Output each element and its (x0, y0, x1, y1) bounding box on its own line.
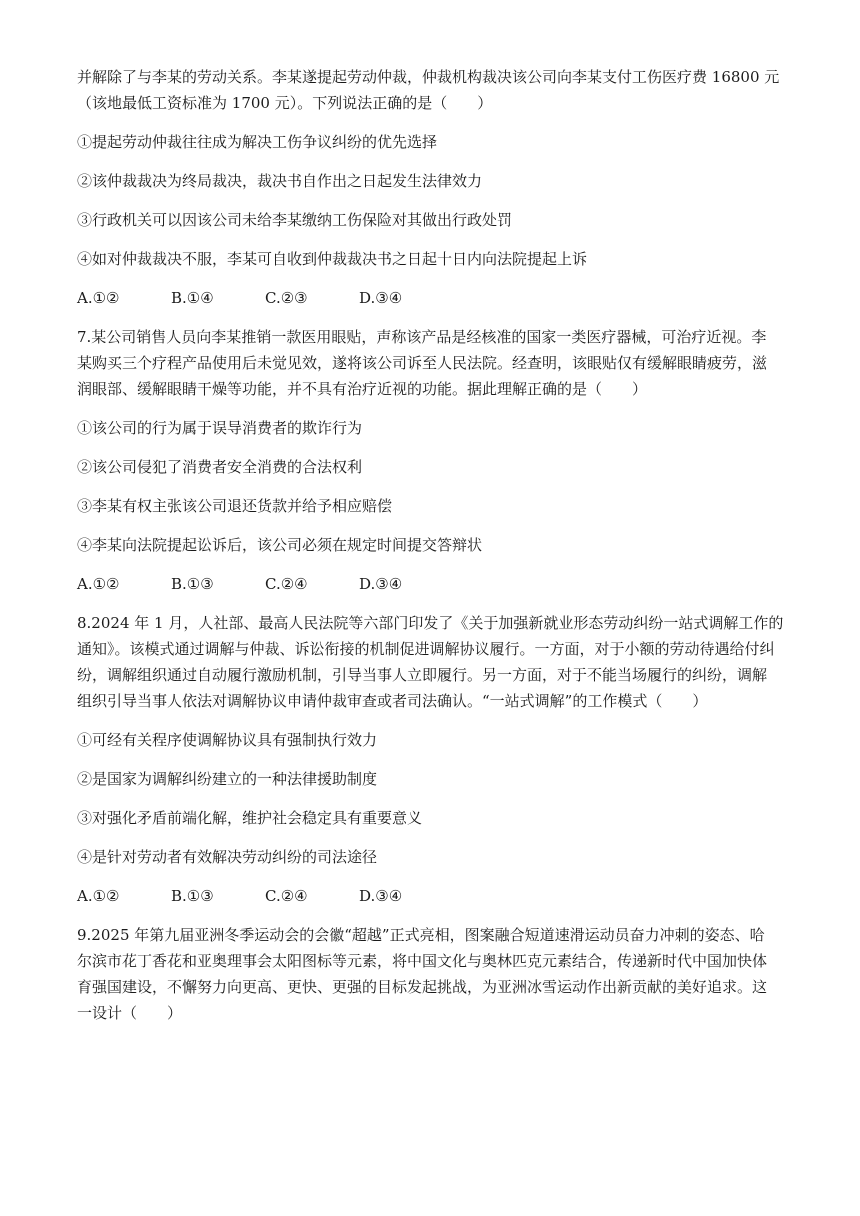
option-statement: ②该仲裁裁决为终局裁决，裁决书自作出之日起发生法律效力 (77, 172, 483, 190)
question-stem-line: 润眼部、缓解眼睛干燥等功能，并不具有治疗近视的功能。据此理解正确的是（ ） (77, 380, 648, 398)
question-stem-line: 7.某公司销售人员向李某推销一款医用眼贴，声称该产品是经核准的国家一类医疗器械，可治疗近视。李 (77, 328, 767, 346)
question-9 (77, 922, 783, 1026)
question-stem-line: 一设计（ ） (77, 1004, 183, 1022)
question-stem-line: 组织引导当事人依法对调解协议申请仲裁审查或者司法确认。“一站式调解”的工作模式（ ） (77, 692, 708, 710)
option-statement: ③行政机关可以因该公司未给李某缴纳工伤保险对其做出行政处罚 (77, 211, 513, 229)
choice-d: D.③④ (359, 289, 403, 307)
choice-a: A.①② (77, 575, 120, 593)
question-8 (77, 610, 783, 909)
choice-a: A.①② (77, 289, 120, 307)
question-stem-line: （该地最低工资标准为 1700 元）。下列说法正确的是（ ） (77, 94, 493, 112)
question-stem-line: 纷，调解组织通过自动履行激励机制，引导当事人立即履行。另一方面，对于不能当场履行的纠纷，调解 (77, 666, 768, 684)
option-statement: ③李某有权主张该公司退还货款并给予相应赔偿 (77, 497, 393, 515)
option-statement: ①提起劳动仲裁往往成为解决工伤争议纠纷的优先选择 (77, 133, 438, 151)
answer-choices (77, 883, 783, 909)
question-7 (77, 324, 783, 597)
answer-choices (77, 285, 783, 311)
question-stem-line: 尔滨市花丁香花和亚奥理事会太阳图标等元素，将中国文化与奥林匹克元素结合，传递新时代中国加快体 (77, 952, 768, 970)
question-stem-line: 9.2025 年第九届亚洲冬季运动会的会徽“超越”正式亮相，图案融合短道速滑运动员奋力冲刺的姿态、哈 (77, 926, 765, 944)
choice-b: B.①③ (171, 887, 214, 905)
choice-c: C.②④ (265, 887, 308, 905)
choice-d: D.③④ (359, 575, 403, 593)
choice-b: B.①④ (171, 289, 214, 307)
choice-d: D.③④ (359, 887, 403, 905)
choice-c: C.②③ (265, 289, 308, 307)
option-statement: ②该公司侵犯了消费者安全消费的合法权利 (77, 458, 363, 476)
question-stem-line: 8.2024 年 1 月，人社部、最高人民法院等六部门印发了《关于加强新就业形态劳动纠纷一站式调解工作的 (77, 614, 784, 632)
document-page (77, 64, 783, 1026)
question-stem-line: 某购买三个疗程产品使用后未觉见效，遂将该公司诉至人民法院。经查明，该眼贴仅有缓解眼睛疲劳，滋 (77, 354, 768, 372)
choice-a: A.①② (77, 887, 120, 905)
question-stem-line: 育强国建设，不懈努力向更高、更快、更强的目标发起挑战，为亚洲冰雪运动作出新贡献的美好追求。这 (77, 978, 768, 996)
choice-c: C.②④ (265, 575, 308, 593)
question-6-continued (77, 64, 783, 311)
option-statement: ②是国家为调解纠纷建立的一种法律援助制度 (77, 770, 378, 788)
option-statement: ③对强化矛盾前端化解，维护社会稳定具有重要意义 (77, 809, 423, 827)
option-statement: ①可经有关程序使调解协议具有强制执行效力 (77, 731, 378, 749)
option-statement: ④是针对劳动者有效解决劳动纠纷的司法途径 (77, 848, 378, 866)
answer-choices (77, 571, 783, 597)
option-statement: ④李某向法院提起讼诉后，该公司必须在规定时间提交答辩状 (77, 536, 483, 554)
choice-b: B.①③ (171, 575, 214, 593)
question-stem-line: 并解除了与李某的劳动关系。李某遂提起劳动仲裁，仲裁机构裁决该公司向李某支付工伤医疗费 16800 元 (77, 68, 780, 86)
option-statement: ①该公司的行为属于误导消费者的欺诈行为 (77, 419, 363, 437)
question-stem-line: 通知》。该模式通过调解与仲裁、诉讼衔接的机制促进调解协议履行。一方面，对于小额的劳动待遇给付纠 (77, 640, 775, 658)
option-statement: ④如对仲裁裁决不服，李某可自收到仲裁裁决书之日起十日内向法院提起上诉 (77, 250, 588, 268)
